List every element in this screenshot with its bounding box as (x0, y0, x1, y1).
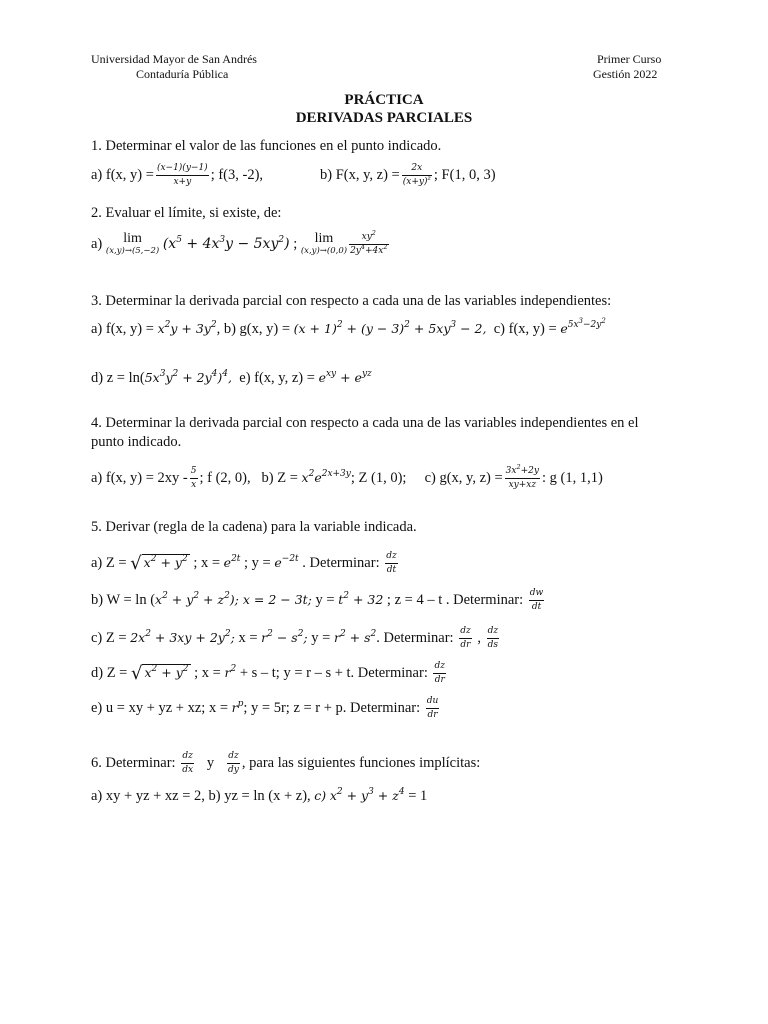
faculty-name: Contaduría Pública (136, 67, 229, 81)
section-4-heading-line2: punto indicado. (91, 434, 182, 450)
term-label: Gestión 2022 (593, 67, 658, 81)
exercise-5c: c) $Z = 2x^2 + 3xy + 2y^2$; $x = r^2 - s^2$; $y = r^2 + s^2$. Determinar: $\frac{dz}{dr}$ , $\frac{dz}{ds}$ (91, 626, 499, 650)
exercise-1a: a) f(x, y) = $\frac{(x-1)(y-1)}{x+y}$ ; f(3, -2), (91, 163, 264, 187)
exercise-5d: d) Z = √ $x^2 + y^2$ ; $x = r^2 + s - t$; y = r – s + t. Determinar: $\frac{dz}{dr}$ (91, 661, 445, 685)
section-1-heading: 1. Determinar el valor de las funciones en el punto indicado. (91, 138, 442, 154)
section-2-heading: 2. Evaluar el límite, si existe, de: (91, 205, 282, 221)
exercise-3de: d) $z = \ln(5x^3y^2 + 2y^4)^4$, e) f(x, y, $z) = e^{xy} + e^{yz}$ (91, 369, 372, 386)
course-label: Primer Curso (597, 52, 662, 66)
exercise-4: a) f(x, y) = 2xy - $\frac{5}{x}$ ; f (2, 0), b) $Z = x^2e^{2x+3y}$; Z (1, 0); c) g(x, y, z) = $\frac{3x^2+2y}{xy+xz}$ : g (1, 1,1) (91, 463, 603, 490)
exercise-6: a) xy + yz + xz = 2, b) yz = ln (x + z), c) $x^2 + y^3 + z^4 = 1$ (91, 787, 428, 804)
page-title: PRÁCTICA (344, 92, 424, 108)
section-3-heading: 3. Determinar la derivada parcial con respecto a cada una de las variables independientes: (91, 293, 612, 309)
university-name: Universidad Mayor de San Andrés (91, 52, 257, 66)
exercise-5a: a) Z = √ $x^2 + y^2$ ; $x = e^{2t}$ ; $y = e^{-2t}$ . Determinar: $\frac{dz}{dt}$ (91, 551, 397, 575)
exercise-1b: b) F(x, y, z) = $\frac{2x}{(x+y)^z}$ ; F(1, 0, 3) (320, 163, 496, 187)
page-subtitle: DERIVADAS PARCIALES (295, 110, 473, 126)
section-6-heading: 6. Determinar: $\frac{dz}{dx}$ y $\frac{dz}{dy}$ , para las siguientes funciones implícitas: (91, 751, 481, 775)
exercise-2: a) lim (x,y)→(5,−2) $(x^5 + 4x^3y - 5xy^2)$ ; lim (x,y)→(0,0) $\frac{xy^2}{2y^4+4x^2}$ (91, 229, 388, 256)
exercise-5e: e) u = xy + yz + xz; $x = r^p$; y = 5r; z = r + p. Determinar: $\frac{du}{dr}$ (91, 696, 439, 720)
section-4-heading-line1: 4. Determinar la derivada parcial con respecto a cada una de las variables independientes en el (91, 415, 639, 431)
exercise-5b: b) $W = \ln (x^2 + y^2 + z^2)$; x = 2 − 3t; $y = t^2 + 32$ ; z = 4 – t . Determinar: $\frac{dw}{dt}$ (91, 588, 544, 612)
exercise-3abc: a) f(x, $y) = x^2y + 3y^2$, b) g(x, $y) = (x + 1)^2 + (y - 3)^2 + 5xy^3 - 2$, c) f(x, $y) = e^{5x^3-2y^2}$ (91, 317, 606, 337)
section-5-heading: 5. Derivar (regla de la cadena) para la variable indicada. (91, 519, 417, 535)
